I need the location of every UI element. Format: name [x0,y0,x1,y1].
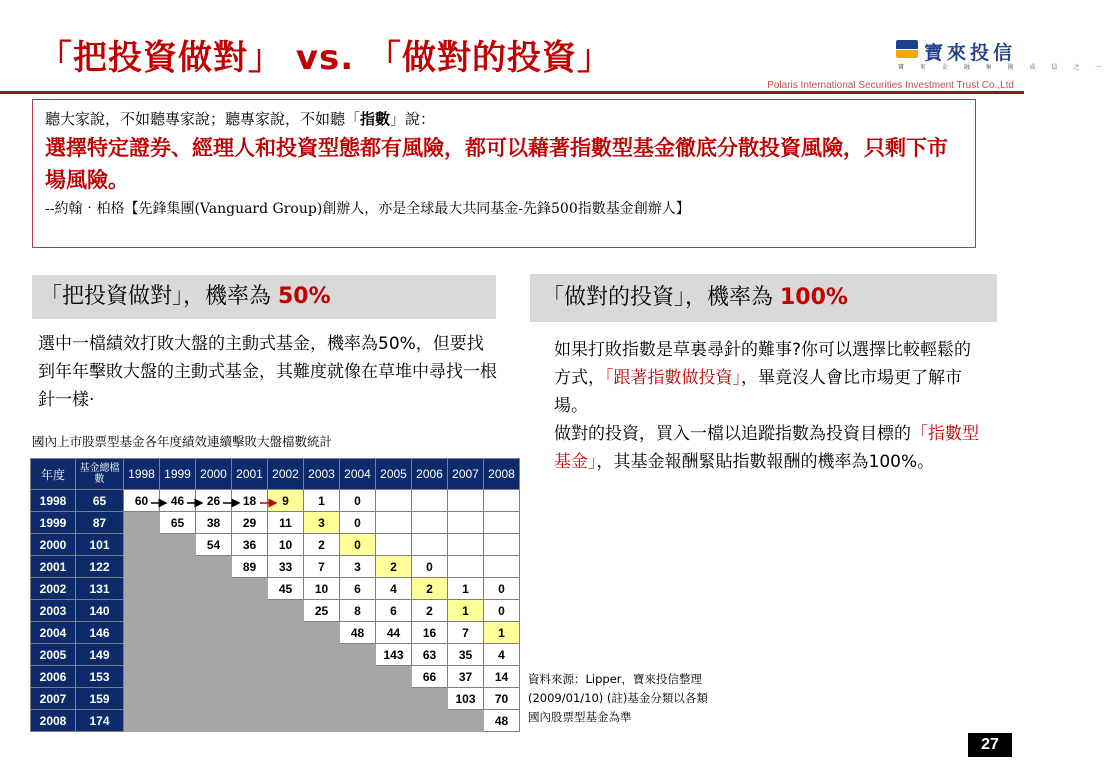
row-year: 2000 [31,534,76,556]
right-paragraph-1: 如果打敗指數是草裏尋針的難事?你可以選擇比較輕鬆的方式，「跟著指數做投資」，畢竟沒人會比市場更了解市場。 [554,340,972,416]
empty-cell [268,710,304,732]
table-cell: 143 [376,644,412,666]
table-cell: 16 [412,622,448,644]
table-cell: 44 [376,622,412,644]
empty-cell [160,644,196,666]
data-source-note: 資料來源：Lipper，寶來投信整理 (2009/01/10) (註)基金分類以各類 國內股票型基金為準 [528,672,708,724]
header-col-year: 2008 [484,459,520,490]
row-fund-count: 101 [76,534,124,556]
row-year: 2002 [31,578,76,600]
table-cell: 103 [448,688,484,710]
empty-cell [268,644,304,666]
table-cell: 11 [268,512,304,534]
blank-cell [448,512,484,534]
table-cell: 60 [124,490,160,512]
empty-cell [124,710,160,732]
table-cell: 35 [448,644,484,666]
header-col-year: 1998 [124,459,160,490]
empty-cell [304,622,340,644]
quote-attribution: --約翰‧柏格【先鋒集團(Vanguard Group)創辦人，亦是全球最大共同基金-先鋒500指數基金創辦人】 [45,201,690,217]
row-year: 2006 [31,666,76,688]
table-cell: 65 [160,512,196,534]
table-cell: 8 [340,600,376,622]
empty-cell [124,512,160,534]
empty-cell [160,622,196,644]
empty-cell [196,644,232,666]
table-cell: 1 [448,578,484,600]
blank-cell [376,512,412,534]
row-fund-count: 153 [76,666,124,688]
table-cell: 14 [484,666,520,688]
empty-cell [124,578,160,600]
table-cell: 89 [232,556,268,578]
empty-cell [160,688,196,710]
table-row [31,490,520,512]
empty-cell [160,534,196,556]
slide-title: 「把投資做對」 vs. 「做對的投資」 [38,38,612,78]
blank-cell [412,534,448,556]
table-caption: 國內上市股票型基金各年度績效連續擊敗大盤檔數統計 [32,434,333,449]
table-cell: 54 [196,534,232,556]
table-cell: 1 [304,490,340,512]
page-number: 27 [968,733,1012,757]
row-year: 1999 [31,512,76,534]
highlight-cell: 1 [484,622,520,644]
quote-box [32,99,976,248]
blank-cell [412,490,448,512]
blank-cell [484,534,520,556]
row-fund-count: 146 [76,622,124,644]
table-cell: 38 [196,512,232,534]
table-cell: 63 [412,644,448,666]
blank-cell [484,556,520,578]
empty-cell [196,600,232,622]
empty-cell [124,688,160,710]
blank-cell [484,490,520,512]
empty-cell [448,710,484,732]
empty-cell [232,622,268,644]
row-fund-count: 140 [76,600,124,622]
header-year: 年度 [31,459,76,490]
blank-cell [412,512,448,534]
blank-cell [448,534,484,556]
empty-cell [124,600,160,622]
row-fund-count: 131 [76,578,124,600]
empty-cell [196,710,232,732]
empty-cell [232,688,268,710]
table-row [31,644,520,666]
logo-tagline: 寶 來 金 融 集 團 成 員 之 一 [898,64,1108,71]
empty-cell [412,710,448,732]
table-cell: 46 [160,490,196,512]
empty-cell [160,666,196,688]
empty-cell [232,578,268,600]
right-body-text [554,336,984,476]
empty-cell [340,710,376,732]
empty-cell [268,622,304,644]
highlight-cell: 9 [268,490,304,512]
blank-cell [448,556,484,578]
company-logo [896,38,1108,72]
header-col-year: 2004 [340,459,376,490]
header-divider [0,91,1024,94]
table-cell: 7 [448,622,484,644]
row-fund-count: 122 [76,556,124,578]
logo-name: 寶來投信 [924,42,1017,64]
empty-cell [304,688,340,710]
empty-cell [196,666,232,688]
blank-cell [376,490,412,512]
table-cell: 6 [340,578,376,600]
empty-cell [160,556,196,578]
row-year: 2008 [31,710,76,732]
blank-cell [448,490,484,512]
table-cell: 26 [196,490,232,512]
table-cell: 4 [376,578,412,600]
empty-cell [124,644,160,666]
row-year: 2001 [31,556,76,578]
logo-mark-icon [896,40,918,58]
right-paragraph-2: 做對的投資，買入一檔以追蹤指數為投資目標的「指數型基金」，其基金報酬緊貼指數報酬的機率為100%。 [554,424,979,472]
empty-cell [232,666,268,688]
header-col-year: 2002 [268,459,304,490]
empty-cell [232,710,268,732]
table-cell: 48 [484,710,520,732]
empty-cell [268,688,304,710]
table-row [31,688,520,710]
header-col-year: 2007 [448,459,484,490]
quote-main: 選擇特定證券、經理人和投資型態都有風險，都可以藉著指數型基金徹底分散投資風險，只剩下市場風險。 [45,136,948,192]
table-cell: 10 [304,578,340,600]
table-row [31,556,520,578]
blank-cell [376,534,412,556]
blank-cell [484,512,520,534]
empty-cell [304,666,340,688]
row-fund-count: 65 [76,490,124,512]
quote-intro: 聽大家說，不如聽專家說；聽專家說，不如聽「指數」說： [45,110,436,128]
empty-cell [232,644,268,666]
table-row [31,710,520,732]
table-row [31,666,520,688]
row-year: 2007 [31,688,76,710]
empty-cell [124,534,160,556]
header-col-year: 2006 [412,459,448,490]
performance-table [30,458,520,732]
right-heading: 「做對的投資」，機率為 100% [530,274,997,322]
left-body-text: 選中一檔績效打敗大盤的主動式基金，機率為50%，但要找到年年擊敗大盤的主動式基金，其難度就像在草堆中尋找一根針一樣‧ [38,334,497,410]
empty-cell [268,666,304,688]
empty-cell [340,666,376,688]
empty-cell [376,666,412,688]
row-fund-count: 149 [76,644,124,666]
empty-cell [304,644,340,666]
empty-cell [124,622,160,644]
table-cell: 0 [484,578,520,600]
empty-cell [160,600,196,622]
highlight-cell: 3 [304,512,340,534]
table-cell: 66 [412,666,448,688]
row-fund-count: 87 [76,512,124,534]
header-col-year: 2001 [232,459,268,490]
table-cell: 2 [412,600,448,622]
highlight-cell: 1 [448,600,484,622]
row-fund-count: 174 [76,710,124,732]
empty-cell [340,688,376,710]
company-name: Polaris International Securities Investment Trust Co.,Ltd [767,80,1014,91]
empty-cell [340,644,376,666]
table-cell: 2 [304,534,340,556]
table-row [31,600,520,622]
highlight-cell: 2 [376,556,412,578]
empty-cell [196,556,232,578]
table-cell: 0 [340,512,376,534]
row-year: 2004 [31,622,76,644]
empty-cell [160,578,196,600]
table-row [31,622,520,644]
table-row [31,578,520,600]
table-header-row [31,459,520,490]
table-cell: 6 [376,600,412,622]
empty-cell [376,688,412,710]
empty-cell [268,600,304,622]
empty-cell [376,710,412,732]
highlight-cell: 2 [412,578,448,600]
empty-cell [124,666,160,688]
header-col-year: 2000 [196,459,232,490]
highlight-cell: 0 [340,534,376,556]
table-cell: 18 [232,490,268,512]
table-row [31,534,520,556]
empty-cell [196,578,232,600]
table-cell: 45 [268,578,304,600]
empty-cell [160,710,196,732]
table-cell: 7 [304,556,340,578]
table-cell: 3 [340,556,376,578]
table-cell: 0 [484,600,520,622]
empty-cell [412,688,448,710]
table-cell: 29 [232,512,268,534]
header-col-year: 1999 [160,459,196,490]
row-fund-count: 159 [76,688,124,710]
table-cell: 33 [268,556,304,578]
row-year: 1998 [31,490,76,512]
table-cell: 0 [340,490,376,512]
empty-cell [304,710,340,732]
empty-cell [232,600,268,622]
table-cell: 48 [340,622,376,644]
table-cell: 10 [268,534,304,556]
empty-cell [124,556,160,578]
table-cell: 0 [412,556,448,578]
table-cell: 37 [448,666,484,688]
empty-cell [196,688,232,710]
row-year: 2005 [31,644,76,666]
row-year: 2003 [31,600,76,622]
table-cell: 25 [304,600,340,622]
table-cell: 4 [484,644,520,666]
header-col-year: 2005 [376,459,412,490]
table-cell: 36 [232,534,268,556]
header-col-year: 2003 [304,459,340,490]
header-fund-count: 基金總檔數 [76,459,124,490]
left-heading: 「把投資做對」，機率為 50% [32,275,496,319]
empty-cell [196,622,232,644]
table-cell: 70 [484,688,520,710]
table-row [31,512,520,534]
